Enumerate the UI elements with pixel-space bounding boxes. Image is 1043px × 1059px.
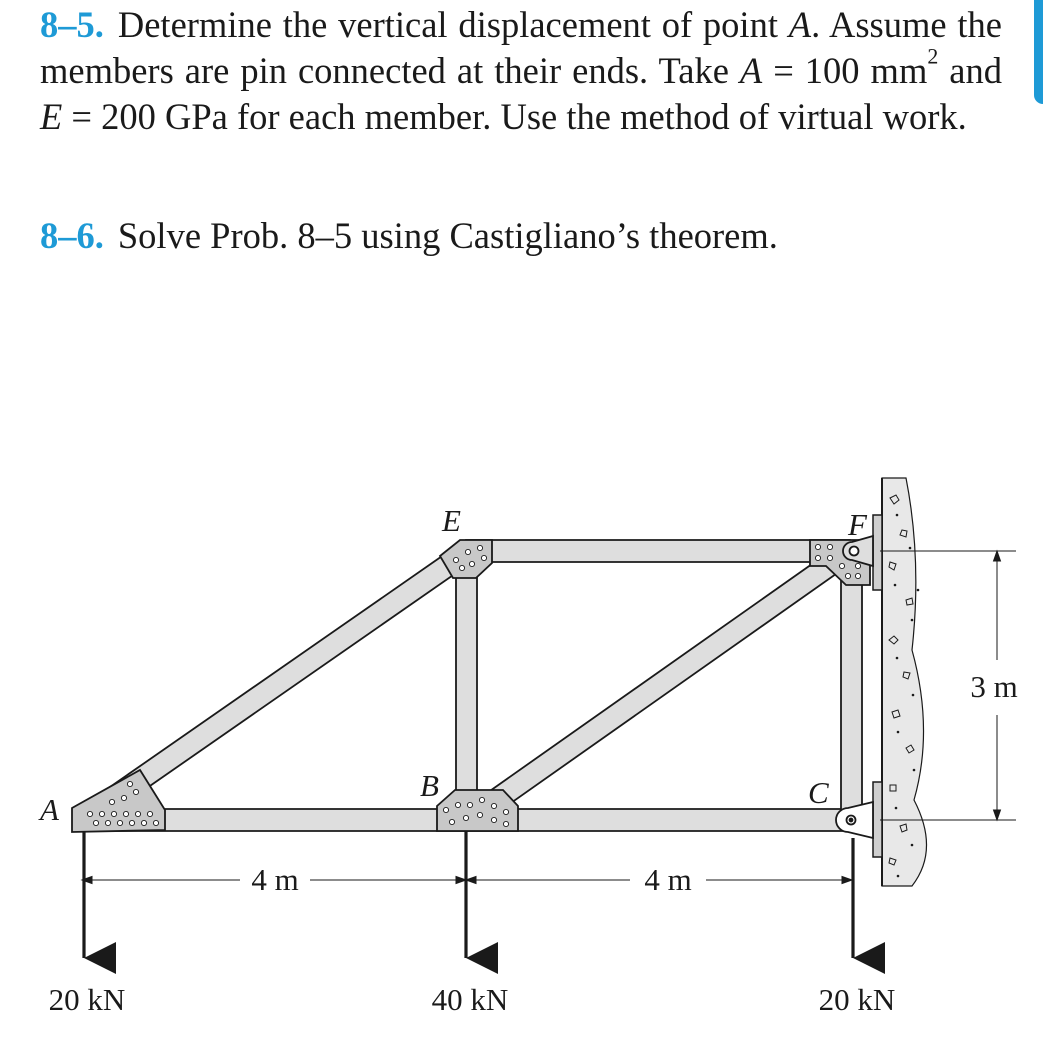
problem-text: . Assume the members are pin connected at their ends. Take: [40, 4, 1002, 91]
joint-label-C: C: [808, 775, 829, 810]
problem-text: Solve Prob. 8–5 using Castigliano’s theorem.: [117, 215, 778, 256]
area-symbol: A: [739, 50, 763, 91]
problem-number: 8–6.: [40, 215, 104, 256]
wall-support: [882, 478, 927, 886]
dimension-height: 3 m: [970, 669, 1018, 704]
load-label-A: 20 kN: [48, 982, 126, 1017]
problem-text: and: [938, 50, 1002, 91]
support-plate-F: [873, 515, 882, 590]
member-BF: [460, 545, 853, 829]
point-symbol: A: [788, 4, 812, 45]
member-BE: [456, 560, 477, 812]
member-CF: [841, 560, 862, 812]
joint-label-B: B: [420, 768, 439, 803]
joint-label-E: E: [442, 503, 461, 538]
problem-number: 8–5.: [40, 4, 104, 45]
joint-label-A: A: [40, 792, 59, 827]
joint-label-F: F: [848, 507, 867, 542]
area-value: = 100 mm: [762, 50, 928, 91]
dimension-span-BC: 4 m: [644, 862, 692, 897]
modulus-symbol: E: [40, 96, 63, 137]
problem-text: for each member. Use the method of virtual work.: [227, 96, 967, 137]
modulus-value: = 200 GPa: [62, 96, 228, 137]
area-exponent: 2: [927, 43, 939, 69]
load-label-C: 20 kN: [818, 982, 896, 1017]
member-EF-top-chord: [466, 540, 850, 562]
problem-text: Determine the vertical displacement of point: [117, 4, 789, 45]
load-label-B: 40 kN: [431, 982, 509, 1017]
dimension-span-AB: 4 m: [251, 862, 299, 897]
